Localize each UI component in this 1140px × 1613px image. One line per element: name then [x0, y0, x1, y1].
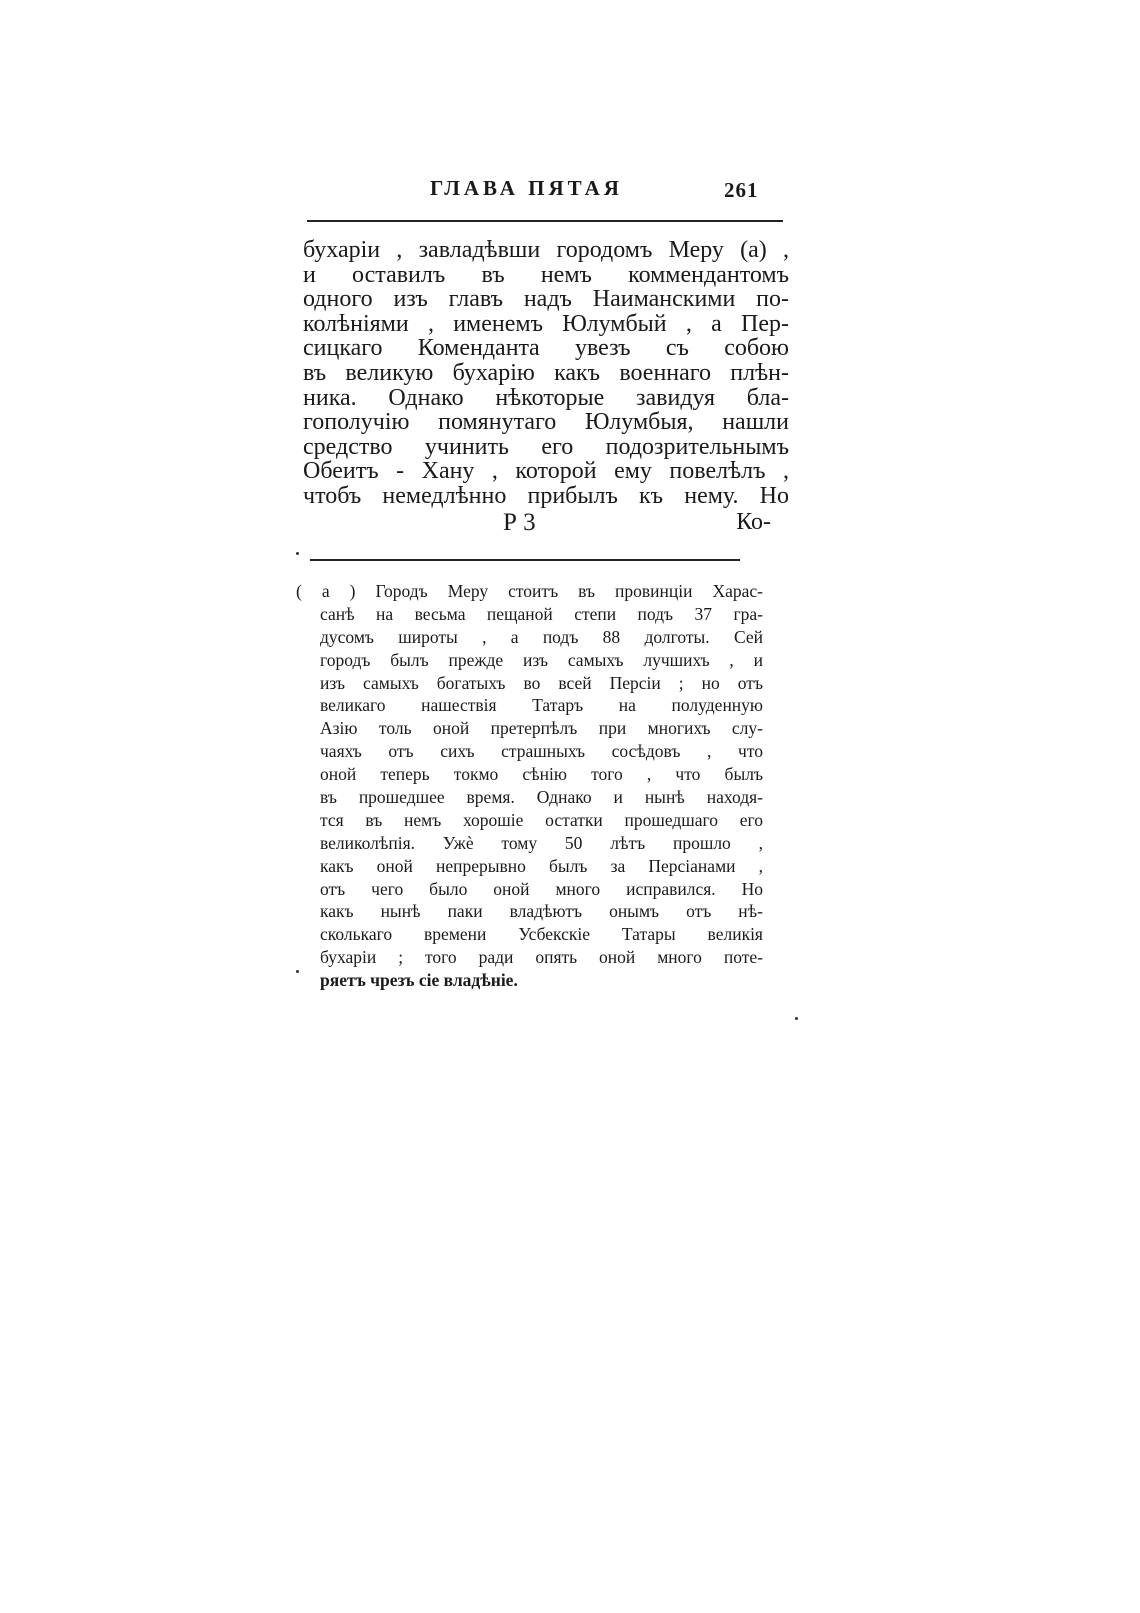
print-speck — [795, 1017, 798, 1020]
main-text-line: колѣніями , именемъ Юлумбый , а Пер- — [303, 310, 789, 337]
main-text-line: гополучію помянутаго Юлумбыя, нашли — [303, 409, 789, 436]
main-text-line: Обеитъ - Хану , которой ему повелѣлъ , — [303, 458, 789, 485]
catchword: Ко- — [736, 509, 771, 535]
footnote-line: тся въ немъ хорошіе остатки прошедшаго его — [320, 809, 763, 830]
footnote-line: чаяхъ отъ сихъ страшныхъ сосѣдовъ , что — [320, 741, 763, 762]
main-text-line: средство учинить его подозрительнымъ — [303, 433, 789, 460]
footnote-line: бухаріи ; того ради опять оной много поте- — [320, 947, 763, 968]
footnote-line: въ прошедшее время. Однако и нынѣ находя- — [320, 787, 763, 808]
main-text-line: бухаріи , завладѣвши городомъ Меру (а) , — [303, 237, 789, 263]
footnote-line: какъ нынѣ паки владѣютъ онымъ отъ нѣ- — [320, 901, 763, 922]
footnote-line: великолѣпія. Ужѐ тому 50 лѣтъ прошло , — [320, 832, 763, 853]
footnote-line: дусомъ широты , а подъ 88 долготы. Сей — [320, 626, 763, 647]
main-text-line: и оставилъ въ немъ коммендантомъ — [303, 261, 789, 288]
main-text-line: въ великую бухарію какъ военнаго плѣн- — [303, 359, 789, 386]
print-speck — [296, 970, 299, 973]
footnote-line: городъ былъ прежде изъ самыхъ лучшихъ , и — [320, 649, 763, 670]
footnote-line: оной теперь токмо сѣнію того , что былъ — [320, 764, 763, 785]
running-head: ГЛАВА ПЯТАЯ — [430, 176, 623, 200]
signature-row — [303, 509, 789, 539]
main-text-line: одного изъ главъ надъ Наиманскими по- — [303, 286, 789, 313]
page-number: 261 — [724, 178, 759, 202]
signature-mark: Р 3 — [503, 509, 536, 536]
main-text-block — [303, 238, 789, 509]
footnote-line: отъ чего было оной много исправился. Но — [320, 878, 763, 899]
footnote-line: ( а ) Городъ Меру стоитъ въ провинціи Харас- — [296, 581, 763, 601]
footnote-line: санѣ на весьма пещаной степи подъ 37 гра- — [320, 603, 763, 624]
footnote-line: сколькаго времени Усбекскіе Татары великія — [320, 924, 763, 945]
footnote-line: какъ оной непрерывно былъ за Персіанами , — [320, 855, 763, 876]
footnote-block — [296, 580, 763, 992]
header-rule — [307, 220, 783, 222]
main-text-line: чтобъ немедлѣнно прибылъ къ нему. Но — [303, 482, 789, 509]
footnote-line: Азію толь оной претерпѣлъ при многихъ слу- — [320, 718, 763, 739]
footnote-line: ряетъ чрезъ сіе владѣніе. — [320, 970, 518, 991]
footnote-line: изъ самыхъ богатыхъ во всей Персіи ; но отъ — [320, 672, 763, 693]
footnote-rule — [310, 559, 740, 561]
main-text-line: сицкаго Комендантa увезъ съ собою — [303, 335, 789, 362]
print-speck — [296, 552, 299, 555]
footnote-line: великаго нашествія Татаръ на полуденную — [320, 695, 763, 716]
main-text-line: ника. Однако нѣкоторые завидуя бла- — [303, 384, 789, 411]
